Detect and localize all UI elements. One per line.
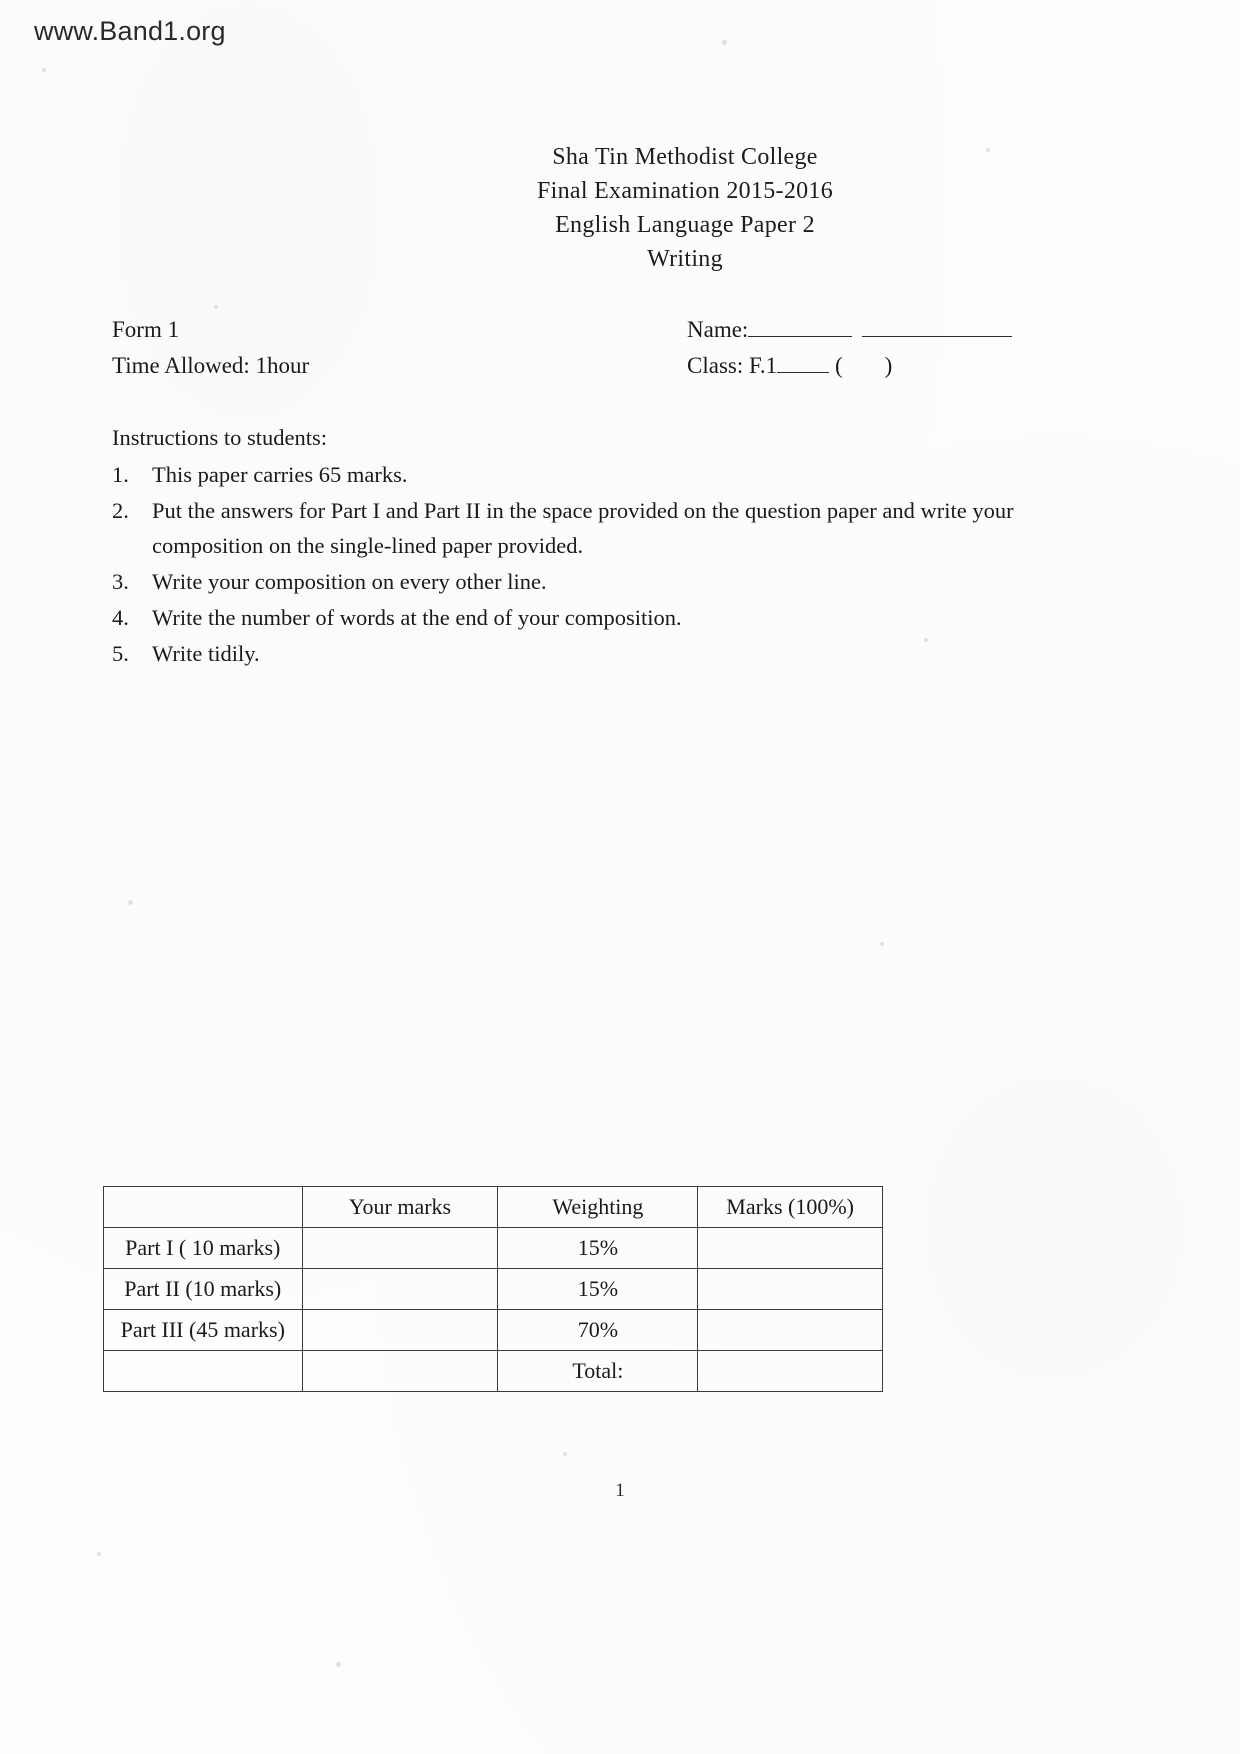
scan-speck	[880, 942, 884, 946]
class-input-line[interactable]	[777, 355, 829, 373]
table-row	[104, 1228, 883, 1269]
row-marks-cell[interactable]	[698, 1228, 883, 1269]
list-item	[112, 636, 1052, 671]
meta-right-column	[687, 312, 1012, 384]
marks-table-body	[104, 1228, 883, 1392]
exam-title: Final Examination 2015-2016	[536, 178, 834, 204]
scan-speck	[336, 1662, 341, 1667]
list-item-number: 5.	[112, 641, 129, 666]
marks-table-head	[104, 1187, 883, 1228]
row-marks-cell[interactable]	[698, 1269, 883, 1310]
page-number: 1	[615, 1480, 625, 1501]
name-field-row	[687, 312, 1012, 348]
list-item-text: This paper carries 65 marks.	[152, 462, 408, 487]
class-paren-open: (	[834, 353, 843, 378]
list-item	[112, 600, 1052, 635]
marks-table-container	[103, 1186, 883, 1392]
row-your-marks-cell[interactable]	[302, 1228, 498, 1269]
instructions-list	[112, 457, 1052, 671]
row-part-label: Part III (45 marks)	[104, 1310, 303, 1351]
row-part-label: Part I ( 10 marks)	[104, 1228, 303, 1269]
table-row	[104, 1351, 883, 1392]
row-part-label	[104, 1351, 303, 1392]
site-watermark: www.Band1.org	[34, 16, 226, 46]
table-header-marks-percent: Marks (100%)	[698, 1187, 883, 1228]
row-your-marks-cell[interactable]	[302, 1310, 498, 1351]
table-row	[104, 1310, 883, 1351]
list-item-text: Write the number of words at the end of your composition.	[152, 605, 682, 630]
row-weighting-cell: 70%	[498, 1310, 698, 1351]
row-part-label: Part II (10 marks)	[104, 1269, 303, 1310]
row-weighting-cell: 15%	[498, 1269, 698, 1310]
document-header	[0, 140, 1240, 276]
list-item-number: 3.	[112, 569, 129, 594]
list-item-number: 2.	[112, 498, 129, 523]
scan-speck	[97, 1552, 101, 1556]
row-your-marks-cell[interactable]	[302, 1351, 498, 1392]
class-label: Class: F.1	[687, 353, 778, 378]
name-label: Name:	[687, 317, 749, 342]
table-header-your-marks: Your marks	[302, 1187, 498, 1228]
list-item	[112, 457, 1052, 492]
row-weighting-cell: 15%	[498, 1228, 698, 1269]
class-field-row	[687, 348, 1012, 384]
scan-speck	[986, 148, 990, 152]
list-item-text: Write tidily.	[152, 641, 260, 666]
paper-type: Writing	[647, 246, 723, 272]
table-header-row	[104, 1187, 883, 1228]
meta-left-column	[112, 312, 309, 384]
subject-title: English Language Paper 2	[555, 212, 815, 238]
form-label: Form 1	[112, 317, 180, 342]
class-paren-close: )	[884, 353, 893, 378]
row-total-marks-cell[interactable]	[698, 1351, 883, 1392]
scan-speck	[128, 900, 133, 905]
row-total-label: Total:	[498, 1351, 698, 1392]
list-item-text: Put the answers for Part I and Part II in the space provided on the question paper and write your composition on the single-lined paper provided.	[152, 498, 1014, 558]
scan-speck	[214, 305, 218, 309]
instructions-heading: Instructions to students:	[112, 425, 327, 450]
table-row	[104, 1269, 883, 1310]
list-item-number: 4.	[112, 605, 129, 630]
school-name: Sha Tin Methodist College	[552, 144, 818, 170]
list-item-text: Write your composition on every other line.	[152, 569, 547, 594]
name-input-line-b[interactable]	[862, 319, 1012, 337]
scan-speck	[563, 1452, 567, 1456]
student-meta-block	[112, 312, 1140, 392]
table-header-weighting: Weighting	[498, 1187, 698, 1228]
name-input-line-a[interactable]	[748, 319, 852, 337]
table-header-blank	[104, 1187, 303, 1228]
marks-table	[103, 1186, 883, 1392]
list-item-number: 1.	[112, 462, 129, 487]
row-your-marks-cell[interactable]	[302, 1269, 498, 1310]
instructions-section	[112, 420, 1052, 672]
scan-speck	[924, 638, 928, 642]
scan-speck	[42, 68, 46, 72]
row-marks-cell[interactable]	[698, 1310, 883, 1351]
list-item	[112, 564, 1052, 599]
scan-speck	[722, 40, 727, 45]
list-item	[112, 493, 1052, 563]
time-allowed-label: Time Allowed: 1hour	[112, 353, 310, 378]
